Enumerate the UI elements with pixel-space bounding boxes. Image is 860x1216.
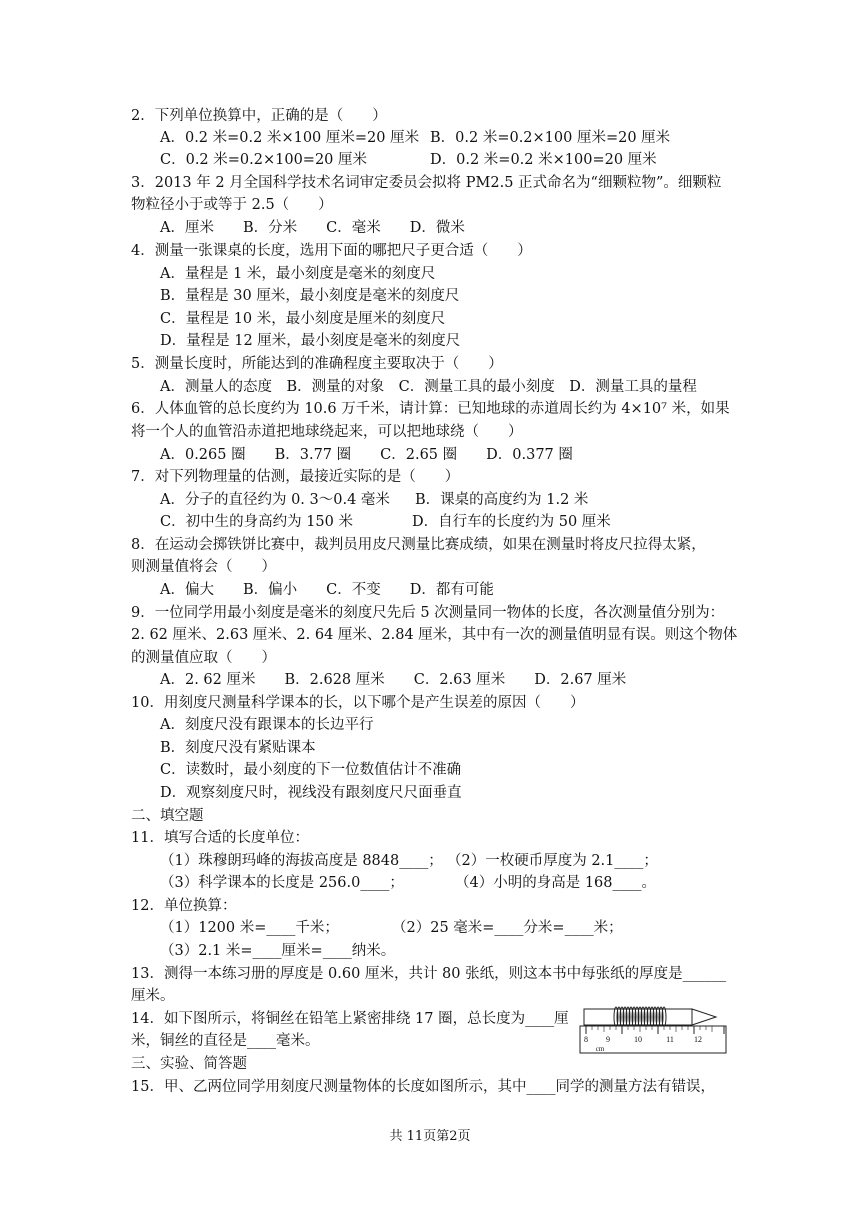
question-7-option-d: D．自行车的长度约为 50 厘米 — [412, 514, 611, 530]
ruler-unit-label: cm — [595, 1045, 605, 1053]
question-6-options: A．0.265 圈 B．3.77 圈 C．2.65 圈 D．0.377 圈 — [160, 447, 573, 463]
question-7-option-b: B．课桌的高度约为 1.2 米 — [415, 492, 589, 508]
question-10-option-b: B．刻度尺没有紧贴课本 — [160, 740, 316, 756]
question-7: 7．对下列物理量的估测，最接近实际的是（ ） — [131, 469, 460, 485]
ruler-tick-label: 11 — [666, 1035, 674, 1044]
question-4-option-d: D．量程是 12 厘米，最小刻度是毫米的刻度尺 — [160, 333, 461, 349]
question-2-option-a: A．0.2 米=0.2 米×100 厘米=20 厘米 — [160, 130, 420, 146]
pencil-tip — [692, 1009, 716, 1025]
question-3-options: A．厘米 B．分米 C．毫米 D．微米 — [160, 220, 465, 236]
question-6-line-2: 将一个人的血管沿赤道把地球绕起来，可以把地球绕（ ） — [131, 424, 523, 440]
question-10-option-a: A．刻度尺没有跟课本的长边平行 — [160, 717, 374, 733]
ruler-pencil-figure — [578, 1003, 728, 1055]
question-4-option-a: A．量程是 1 米，最小刻度是毫米的刻度尺 — [160, 266, 436, 282]
question-8-line-2: 则测量值将会（ ） — [131, 559, 276, 575]
question-8-options: A．偏大 B．偏小 C．不变 D．都有可能 — [160, 582, 494, 598]
question-13-line-2: 厘米。 — [131, 988, 175, 1004]
question-3-line-1: 3．2013 年 2 月全国科学技术名词审定委员会拟将 PM2.5 正式命名为“细颗粒物”。细颗粒 — [131, 175, 722, 191]
question-8-line-1: 8．在运动会掷铁饼比赛中，裁判员用皮尺测量比赛成绩，如果在测量时将皮尺拉得太紧， — [131, 537, 706, 553]
question-5: 5．测量长度时，所能达到的准确程度主要取决于（ ） — [131, 356, 503, 372]
question-7-option-a: A．分子的直径约为 0. 3～0.4 毫米 — [160, 492, 390, 508]
ruler-tick-label: 12 — [694, 1035, 702, 1044]
question-14-line-2: 米，铜丝的直径是____毫米。 — [131, 1033, 320, 1049]
question-10-option-c: C．读数时，最小刻度的下一位数值估计不准确 — [160, 762, 462, 778]
question-9-line-1: 9．一位同学用最小刻度是毫米的刻度尺先后 5 次测量同一物体的长度，各次测量值分别为： — [131, 605, 725, 621]
question-9-options: A．2. 62 厘米 B．2.628 厘米 C．2.63 厘米 D．2.67 厘米 — [160, 672, 627, 688]
question-4-option-b: B．量程是 30 厘米，最小刻度是毫米的刻度尺 — [160, 288, 460, 304]
question-11-item-2: （2）一枚硬币厚度为 2.1____； — [447, 853, 658, 869]
question-4: 4．测量一张课桌的长度，选用下面的哪把尺子更合适（ ） — [131, 243, 532, 259]
question-11-item-1: （1）珠穆朗玛峰的海拔高度是 8848____； — [160, 853, 443, 869]
question-12: 12．单位换算： — [131, 898, 237, 914]
question-2: 2．下列单位换算中，正确的是（ ） — [131, 108, 387, 124]
question-11-item-3: （3）科学课本的长度是 256.0____； — [160, 875, 404, 891]
question-14-line-1: 14．如下图所示，将铜丝在铅笔上紧密排绕 17 圈，总长度为____厘 — [131, 1011, 569, 1027]
ruler-tick-label: 9 — [606, 1035, 610, 1044]
question-11-item-4: （4）小明的身高是 168____。 — [455, 875, 657, 891]
ruler-tick-label: 10 — [634, 1035, 642, 1044]
question-4-option-c: C．量程是 10 米，最小刻度是厘米的刻度尺 — [160, 311, 446, 327]
question-15: 15．甲、乙两位同学用刻度尺测量物体的长度如图所示，其中____同学的测量方法有错误， — [131, 1079, 715, 1095]
question-9-line-2: 2. 62 厘米、2.63 厘米、2. 64 厘米、2.84 厘米，其中有一次的测量值明显有误。则这个物体 — [131, 627, 738, 643]
section-3-heading: 三、实验、简答题 — [131, 1056, 247, 1072]
ruler-tick-label: 8 — [584, 1035, 588, 1044]
question-12-item-1: （1）1200 米=____千米； — [160, 920, 339, 936]
question-2-option-d: D．0.2 米=0.2 米×100=20 厘米 — [430, 152, 657, 168]
question-12-item-3: （3）2.1 米=____厘米=____纳米。 — [160, 943, 396, 959]
question-11: 11．填写合适的长度单位： — [131, 830, 309, 846]
question-13-line-1: 13．测得一本练习册的厚度是 0.60 厘米，共计 80 张纸，则这本书中每张纸的厚度是______ — [131, 966, 727, 982]
page-footer: 共 11页第2页 — [389, 1129, 471, 1144]
question-3-line-2: 物粒径小于或等于 2.5（ ） — [131, 197, 333, 213]
question-10-option-d: D．观察刻度尺时，视线没有跟刻度尺尺面垂直 — [160, 785, 462, 801]
section-2-heading: 二、填空题 — [131, 808, 204, 824]
question-9-line-3: 的测量值应取（ ） — [131, 650, 276, 666]
question-5-options: A．测量人的态度 B．测量的对象 C．测量工具的最小刻度 D．测量工具的量程 — [160, 379, 697, 395]
question-7-option-c: C．初中生的身高约为 150 米 — [160, 514, 353, 530]
question-6-line-1: 6．人体血管的总长度约为 10.6 万千米，请计算：已知地球的赤道周长约为 4×10⁷ 米，如果 — [131, 401, 730, 417]
question-2-option-b: B．0.2 米=0.2×100 厘米=20 厘米 — [430, 130, 671, 146]
question-2-option-c: C．0.2 米=0.2×100=20 厘米 — [160, 152, 368, 168]
question-10: 10．用刻度尺测量科学课本的长，以下哪个是产生误差的原因（ ） — [131, 695, 585, 711]
question-12-item-2: （2）25 毫米=____分米=____米； — [392, 920, 623, 936]
